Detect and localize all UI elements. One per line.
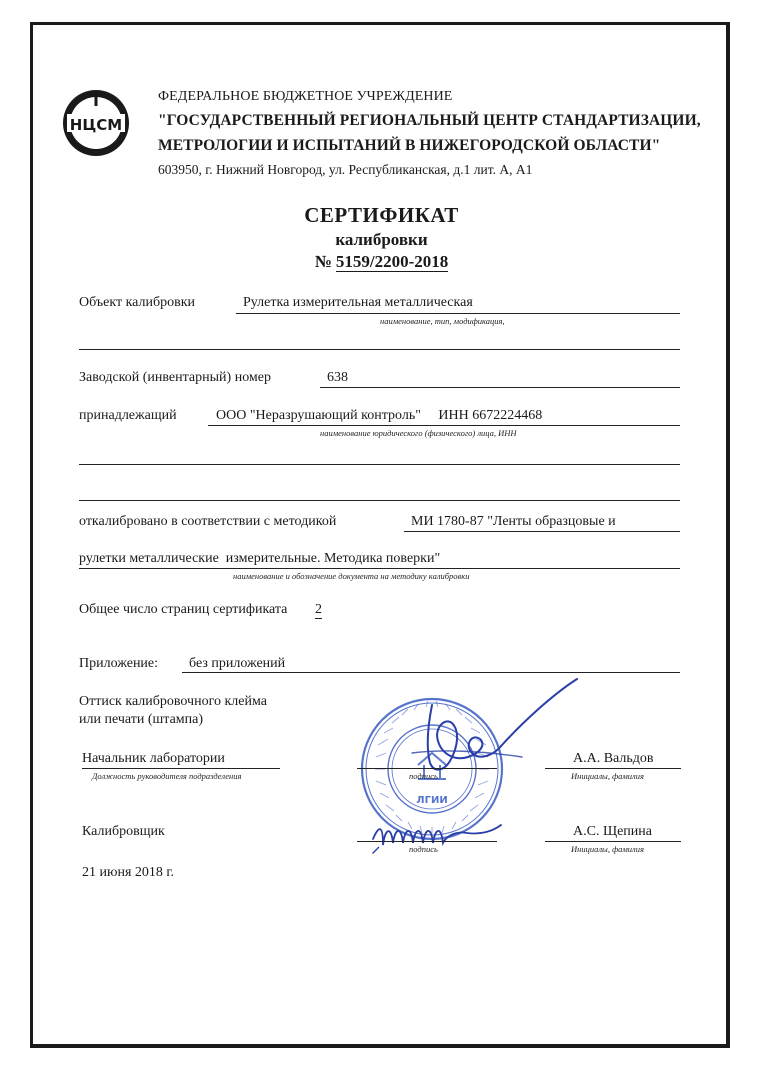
stamp-center-text: ЛГИИ: [416, 795, 448, 806]
owner-label: принадлежащий: [79, 408, 177, 423]
calibrator-signature-hint: подпись: [409, 844, 438, 854]
method-value-line1: МИ 1780-87 "Ленты образцовые и: [411, 514, 616, 529]
object-underline: [236, 313, 680, 314]
calibrator-signature-line: [357, 841, 497, 842]
owner-extra-line-2: [79, 500, 680, 501]
stamp-label-line1: Оттиск калибровочного клейма: [79, 694, 267, 709]
method-label: откалибровано в соответствии с методикой: [79, 514, 337, 529]
owner-value: ООО "Неразрушающий контроль" ИНН 6672224468: [216, 408, 543, 423]
head-signature-line: [357, 768, 497, 769]
certificate-number: 5159/2200-2018: [335, 252, 449, 271]
head-signature-hint: подпись: [409, 771, 438, 781]
calibrator-name: А.С. Щепина: [573, 824, 652, 839]
head-position-underline: [82, 768, 280, 769]
owner-hint: наименование юридического (физического) лица, ИНН: [320, 428, 517, 438]
org-type: ФЕДЕРАЛЬНОЕ БЮДЖЕТНОЕ УЧРЕЖДЕНИЕ: [158, 89, 453, 104]
owner-extra-line-1: [79, 464, 680, 465]
org-name-line2: МЕТРОЛОГИИ И ИСПЫТАНИЙ В НИЖЕГОРОДСКОЙ ОБЛАСТИ": [158, 137, 661, 154]
certificate-title: СЕРТИФИКАТ: [304, 203, 459, 227]
pages-value: 2: [315, 602, 322, 617]
appendix-label: Приложение:: [79, 656, 159, 671]
method-underline-1: [404, 531, 680, 532]
org-address: 603950, г. Нижний Новгород, ул. Республиканская, д.1 лит. А, А1: [158, 162, 533, 177]
certificate-number-wrap: [0, 252, 763, 272]
calibrator-name-hint: Инициалы, фамилия: [571, 844, 644, 854]
calibrator-name-underline: [545, 841, 681, 842]
certificate-subtitle-wrap: [0, 230, 763, 250]
head-position-hint: Должность руководителя подразделения: [92, 771, 242, 781]
stamp-label-line2: или печати (штампа): [79, 712, 204, 727]
certificate-subtitle: калибровки: [335, 230, 428, 249]
logo-text: НЦСМ: [69, 116, 123, 134]
object-extra-line: [79, 349, 680, 350]
appendix-underline: [182, 672, 680, 673]
method-underline-2: [79, 568, 680, 569]
object-value: Рулетка измерительная металлическая: [243, 295, 473, 310]
certificate-number-prefix: №: [314, 252, 332, 271]
head-signature: [372, 675, 582, 790]
calibrator-position: Калибровщик: [82, 824, 165, 839]
org-name-line1: "ГОСУДАРСТВЕННЫЙ РЕГИОНАЛЬНЫЙ ЦЕНТР СТАНДАРТИЗАЦИИ,: [158, 112, 701, 129]
object-label: Объект калибровки: [79, 295, 196, 310]
certificate-title-block: [0, 203, 763, 228]
appendix-value: без приложений: [189, 656, 286, 671]
serial-value: 638: [327, 370, 348, 385]
method-hint: наименование и обозначение документа на методику калибровки: [233, 571, 470, 581]
head-position: Начальник лаборатории: [82, 751, 225, 766]
head-name-hint: Инициалы, фамилия: [571, 771, 644, 781]
serial-label: Заводской (инвентарный) номер: [79, 370, 271, 385]
head-name-underline: [545, 768, 681, 769]
method-value-line2: рулетки металлические измерительные. Методика поверки": [79, 551, 441, 566]
csm-logo: [61, 88, 131, 158]
certificate-date: 21 июня 2018 г.: [82, 865, 175, 880]
object-hint: наименование, тип, модификация,: [380, 316, 505, 326]
owner-underline: [208, 425, 680, 426]
serial-underline: [320, 387, 680, 388]
head-name: А.А. Вальдов: [573, 751, 654, 766]
pages-label: Общее число страниц сертификата: [79, 602, 288, 617]
